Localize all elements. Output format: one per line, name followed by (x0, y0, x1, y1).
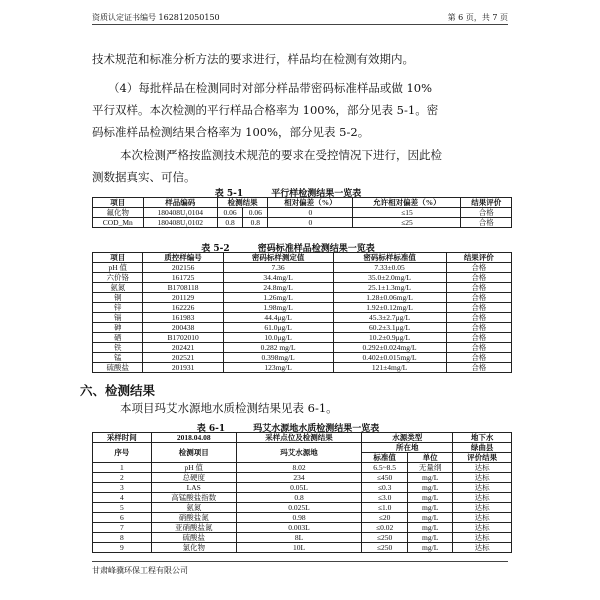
section-intro: 本项目玛艾水源地水质检测结果见表 6-1。 (120, 401, 338, 415)
table-cell: 亚硝酸盐氮 (151, 523, 236, 533)
table-cell: mg/L (408, 493, 453, 503)
table-row (93, 263, 512, 273)
table-cell: 砷 (93, 323, 143, 333)
table-header-cell: 检测结果 (217, 198, 268, 208)
table-header-cell: 序号 (93, 443, 152, 463)
table-cell: 0.05L (236, 483, 361, 493)
cert-number: 资质认定证书编号 162812050150 (92, 13, 220, 22)
table-cell: mg/L (408, 513, 453, 523)
table-cell: 161725 (143, 273, 223, 283)
table-cell: 合格 (461, 218, 512, 228)
table-cell: 1.26mg/L (223, 293, 333, 303)
table-row (93, 218, 512, 228)
table-header-cell: 水源类型 (362, 433, 453, 443)
table-cell: 45.3±2.7μg/L (333, 313, 446, 323)
table-header-cell: 2018.04.08 (151, 433, 236, 443)
page-number: 第 6 页，共 7 页 (447, 13, 508, 22)
table-cell: pH 值 (93, 263, 143, 273)
table-cell: 61.0μg/L (223, 323, 333, 333)
table-cell: mg/L (408, 483, 453, 493)
table-cell: 合格 (446, 263, 511, 273)
table-header-cell: 相对偏差（%） (268, 198, 353, 208)
table-row (93, 208, 512, 218)
table-cell: 2 (93, 473, 152, 483)
table-cell: 合格 (446, 303, 511, 313)
table-cell: 合格 (446, 293, 511, 303)
table-header-cell: 采样时间 (93, 433, 152, 443)
table-row (93, 313, 512, 323)
table-cell: 合格 (461, 208, 512, 218)
table-header-cell: 地下水 (453, 433, 512, 443)
table-cell: mg/L (408, 533, 453, 543)
table-cell: ≤0.3 (362, 483, 408, 493)
table-cell: 0.98 (236, 513, 361, 523)
table-cell: 202421 (143, 343, 223, 353)
table-header-cell: 密码标样测定值 (223, 253, 333, 263)
table-cell: 3 (93, 483, 152, 493)
table-cell: ≤15 (353, 208, 461, 218)
paragraph-1: 技术规范和标准分析方法的要求进行，样品均在检测有效期内。 (92, 52, 414, 66)
table-cell: 合格 (446, 333, 511, 343)
table-cell: 6 (93, 513, 152, 523)
table-cell: LAS (151, 483, 236, 493)
table-cell: 0.06 (243, 208, 268, 218)
table-cell: B1708118 (143, 283, 223, 293)
table-cell: 35.0±2.0mg/L (333, 273, 446, 283)
table-cell: 201931 (143, 363, 223, 373)
table-cell: 0.8 (243, 218, 268, 228)
table-5-1-caption: 表 5-1 平行样检测结果一览表 (214, 189, 362, 199)
page-header (92, 10, 508, 25)
table-header-cell: 项目 (93, 253, 143, 263)
table-cell: 氨氮 (93, 283, 143, 293)
table-cell: 达标 (453, 533, 512, 543)
table-cell: 达标 (453, 493, 512, 503)
table-5-1 (92, 197, 512, 228)
table-header-cell: 评价结果 (453, 453, 512, 463)
table-cell: 180408U₁0102 (143, 218, 217, 228)
table-cell: 合格 (446, 343, 511, 353)
table-cell: 硝酸盐氮 (151, 513, 236, 523)
table-cell: 0 (268, 208, 353, 218)
table-header-cell: 检测项目 (151, 443, 236, 463)
table-cell: mg/L (408, 543, 453, 553)
table-cell: 200438 (143, 323, 223, 333)
table-cell: 达标 (453, 523, 512, 533)
table-cell: 201129 (143, 293, 223, 303)
table-cell: 1 (93, 463, 152, 473)
table-cell: 合格 (446, 353, 511, 363)
table-header-cell: 结果评价 (461, 198, 512, 208)
table-cell: 0.8 (217, 218, 242, 228)
table-row (93, 323, 512, 333)
table-cell: 5 (93, 503, 152, 513)
table-6-1-caption: 表 6-1 玛艾水源地水质检测结果一览表 (196, 424, 380, 434)
table-cell: 4 (93, 493, 152, 503)
table-header-cell: 玛艾水源地 (236, 443, 361, 463)
table-row (93, 543, 512, 553)
table-header-cell: 标准值 (362, 453, 408, 463)
table-cell: 达标 (453, 483, 512, 493)
table-header-row (93, 198, 512, 208)
table-row (93, 503, 512, 513)
table-header-cell: 采样点位及检测结果 (236, 433, 361, 443)
table-cell: 1.92±0.12mg/L (333, 303, 446, 313)
table-cell: 60.2±3.1μg/L (333, 323, 446, 333)
paragraph-2a: （4）每批样品在检测同时对部分样品带密码标准样品或做 10% (108, 81, 433, 95)
paragraph-3a: 本次检测严格按监测技术规范的要求在受控情况下进行，因此检 (120, 148, 442, 162)
table-row (93, 283, 512, 293)
table-cell: 镉 (93, 313, 143, 323)
table-row (93, 493, 512, 503)
table-cell: 锰 (93, 353, 143, 363)
table-cell: mg/L (408, 473, 453, 483)
table-cell: 无量纲 (408, 463, 453, 473)
table-header-cell: 单位 (408, 453, 453, 463)
table-cell: 1.98mg/L (223, 303, 333, 313)
table-cell: 0.398mg/L (223, 353, 333, 363)
table-cell: 硫酸盐 (93, 363, 143, 373)
table-cell: 34.4mg/L (223, 273, 333, 283)
table-row (93, 513, 512, 523)
table-cell: 合格 (446, 313, 511, 323)
table-cell: 合格 (446, 323, 511, 333)
table-cell: 0.003L (236, 523, 361, 533)
table-header-cell: 质控样编号 (143, 253, 223, 263)
table-cell: 161983 (143, 313, 223, 323)
table-row (93, 363, 512, 373)
table-cell: ≤20 (362, 513, 408, 523)
table-cell: 9 (93, 543, 152, 553)
table-cell: ≤450 (362, 473, 408, 483)
table-cell: 达标 (453, 543, 512, 553)
table-cell: 合格 (446, 273, 511, 283)
table-cell: 123mg/L (223, 363, 333, 373)
table-cell: ≤250 (362, 543, 408, 553)
table-cell: 10.2±0.9μg/L (333, 333, 446, 343)
table-header-row (93, 253, 512, 263)
table-cell: 0.8 (236, 493, 361, 503)
table-row (93, 353, 512, 363)
table-cell: 铁 (93, 343, 143, 353)
table-cell: ≤0.02 (362, 523, 408, 533)
table-cell: 达标 (453, 473, 512, 483)
table-cell: ≤1.0 (362, 503, 408, 513)
table-row (93, 533, 512, 543)
table-cell: 0.025L (236, 503, 361, 513)
table-cell: 10.0μg/L (223, 333, 333, 343)
table-cell: 202521 (143, 353, 223, 363)
table-header-cell: 项目 (93, 198, 144, 208)
table-cell: ≤250 (362, 533, 408, 543)
table-cell: 高锰酸盐指数 (151, 493, 236, 503)
table-cell: 202156 (143, 263, 223, 273)
table-6-1 (92, 432, 512, 553)
table-cell: 总硬度 (151, 473, 236, 483)
page-footer: 甘肃峰骥环保工程有限公司 (92, 561, 508, 576)
table-cell: 121±4mg/L (333, 363, 446, 373)
table-cell: 达标 (453, 463, 512, 473)
table-header-cell: 样品编码 (143, 198, 217, 208)
table-cell: 1.28±0.06mg/L (333, 293, 446, 303)
table-cell: 25.1±1.3mg/L (333, 283, 446, 293)
table-cell: pH 值 (151, 463, 236, 473)
table-header-cell: 绿曲县 (453, 443, 512, 453)
table-cell: 达标 (453, 513, 512, 523)
table-cell: 0.292±0.024mg/L (333, 343, 446, 353)
table-header-row (93, 443, 512, 453)
table-cell: 合格 (446, 363, 511, 373)
paragraph-3b: 测数据真实、可信。 (92, 170, 196, 184)
table-row (93, 523, 512, 533)
table-cell: B1702010 (143, 333, 223, 343)
table-cell: 8L (236, 533, 361, 543)
section-title: 六、检测结果 (80, 383, 156, 398)
table-cell: 6.5~8.5 (362, 463, 408, 473)
table-5-2-caption: 表 5-2 密码标准样品检测结果一览表 (201, 244, 375, 254)
table-row (93, 343, 512, 353)
table-cell: mg/L (408, 503, 453, 513)
table-header-cell: 允许相对偏差（%） (353, 198, 461, 208)
table-cell: 8 (93, 533, 152, 543)
table-cell: 44.4μg/L (223, 313, 333, 323)
table-cell: 0.06 (217, 208, 242, 218)
table-cell: 硒 (93, 333, 143, 343)
table-cell: 234 (236, 473, 361, 483)
paragraph-2b: 平行双样。本次检测的平行样品合格率为 100%，部分见表 5-1。密 (92, 103, 439, 117)
table-header-cell: 结果评价 (446, 253, 511, 263)
table-cell: 氟化物 (93, 208, 144, 218)
table-row (93, 483, 512, 493)
table-cell: 8.02 (236, 463, 361, 473)
table-row (93, 473, 512, 483)
paragraph-2c: 码标准样品检测结果合格率为 100%，部分见表 5-2。 (92, 125, 370, 139)
table-cell: COD_Mn (93, 218, 144, 228)
table-header-row (93, 433, 512, 443)
table-cell: 0 (268, 218, 353, 228)
table-row (93, 303, 512, 313)
table-row (93, 333, 512, 343)
table-cell: 合格 (446, 283, 511, 293)
table-cell: ≤3.0 (362, 493, 408, 503)
table-cell: 氯化物 (151, 543, 236, 553)
table-cell: 0.282 mg/L (223, 343, 333, 353)
table-cell: 162226 (143, 303, 223, 313)
table-cell: 锌 (93, 303, 143, 313)
table-cell: 24.8mg/L (223, 283, 333, 293)
table-row (93, 293, 512, 303)
table-cell: 7.36 (223, 263, 333, 273)
table-header-cell: 密码标样标准值 (333, 253, 446, 263)
table-cell: 0.402±0.015mg/L (333, 353, 446, 363)
table-cell: 硫酸盐 (151, 533, 236, 543)
table-cell: mg/L (408, 523, 453, 533)
table-cell: 7 (93, 523, 152, 533)
table-5-2 (92, 252, 512, 373)
table-cell: 铜 (93, 293, 143, 303)
table-row (93, 273, 512, 283)
table-cell: 7.33±0.05 (333, 263, 446, 273)
table-cell: 氨氮 (151, 503, 236, 513)
table-cell: 六价铬 (93, 273, 143, 283)
table-cell: ≤25 (353, 218, 461, 228)
table-row (93, 463, 512, 473)
table-cell: 180408U₁0104 (143, 208, 217, 218)
table-cell: 达标 (453, 503, 512, 513)
table-cell: 10L (236, 543, 361, 553)
table-header-cell: 所在地 (362, 443, 453, 453)
